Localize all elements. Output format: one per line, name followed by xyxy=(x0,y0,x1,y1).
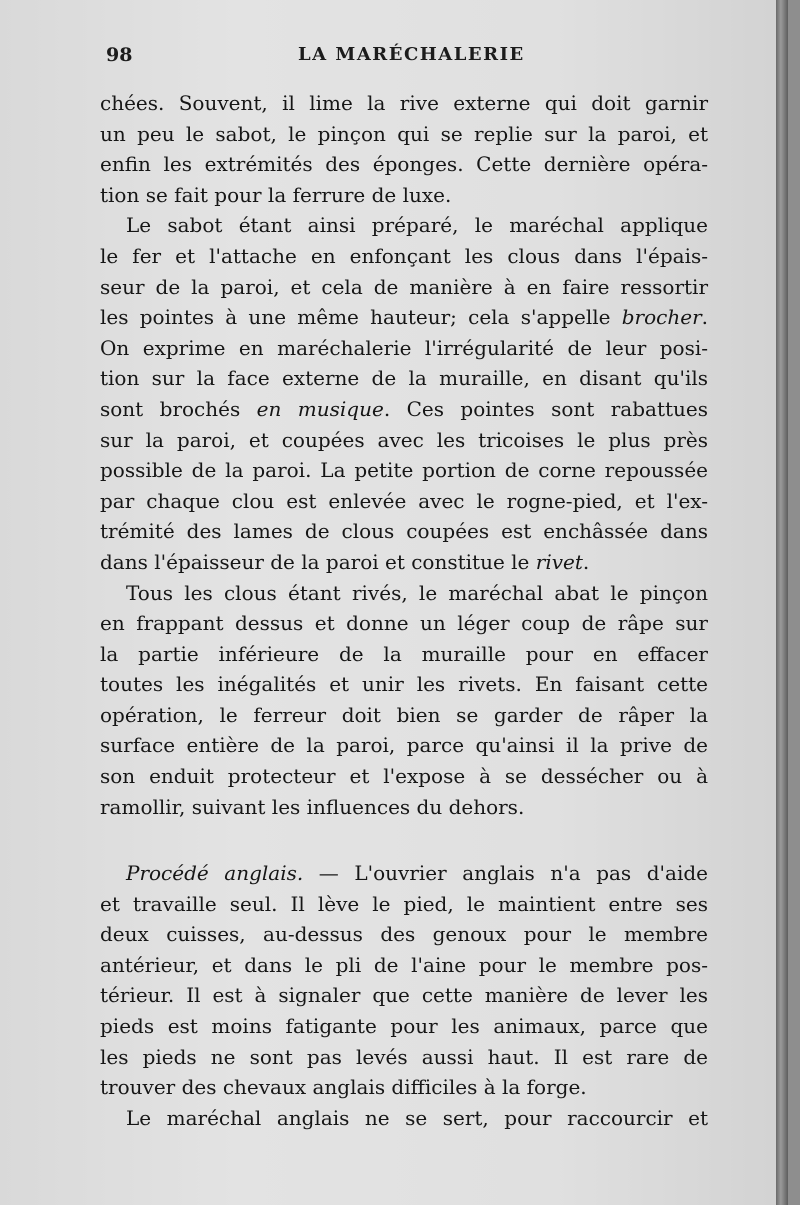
text-line xyxy=(100,241,708,272)
line-text: les pointes à une même hauteur; cela s'appelle xyxy=(100,305,622,330)
text-line xyxy=(100,394,708,425)
line-text: un peu le sabot, le pinçon qui se replie sur la paroi, et xyxy=(100,121,708,146)
line-text: térieur. Il est à signaler que cette manière de lever les xyxy=(100,983,708,1008)
line-text: le fer et l'attache en enfonçant les clous dans l'épais- xyxy=(100,243,708,268)
line-text: la partie inférieure de la muraille pour en effacer xyxy=(100,641,708,666)
text-line xyxy=(100,180,708,211)
text-line xyxy=(100,516,708,547)
running-title: LA MARÉCHALERIE xyxy=(298,44,525,65)
text-line xyxy=(100,700,708,731)
text-line xyxy=(100,333,708,364)
section-heading: Procédé anglais. xyxy=(126,861,304,885)
line-text: tion sur la face externe de la muraille, en disant qu'ils xyxy=(100,366,708,391)
line-text: son enduit protecteur et l'expose à se dessécher ou à xyxy=(100,764,708,789)
line-text: en frappant dessus et donne un léger coup de râpe sur xyxy=(100,611,708,636)
line-text: toutes les inégalités et unir les rivets. En faisant cette xyxy=(100,672,708,697)
line-text: sur la paroi, et coupées avec les tricoises le plus près xyxy=(100,427,708,452)
body-text-block xyxy=(100,88,708,822)
line-text: enfin les extrémités des éponges. Cette dernière opéra- xyxy=(100,152,708,177)
text-line xyxy=(100,272,708,303)
text-line xyxy=(100,547,708,578)
line-text: et travaille seul. Il lève le pied, le maintient entre ses xyxy=(100,891,708,916)
text-line xyxy=(100,119,708,150)
text-line xyxy=(100,950,708,981)
text-line xyxy=(100,486,708,517)
text-line xyxy=(100,858,708,889)
line-text: pieds est moins fatigante pour les animaux, parce que xyxy=(100,1013,708,1038)
line-text-after: . xyxy=(582,549,590,574)
line-text: Le sabot étant ainsi préparé, le maréchal applique xyxy=(126,213,708,238)
text-line xyxy=(100,792,708,823)
text-line xyxy=(100,88,708,119)
text-line xyxy=(100,149,708,180)
text-line xyxy=(100,669,708,700)
line-text: Tous les clous étant rivés, le maréchal abat le pinçon xyxy=(126,580,708,605)
italic-term: en musique xyxy=(256,396,384,421)
line-text: opération, le ferreur doit bien se garder de râper la xyxy=(100,702,708,727)
line-text: surface entière de la paroi, parce qu'ainsi il la prive de xyxy=(100,733,708,758)
section-english-procedure xyxy=(100,858,708,1133)
text-line xyxy=(100,980,708,1011)
line-text: trouver des chevaux anglais difficiles à la forge. xyxy=(100,1075,587,1100)
line-text: Le maréchal anglais ne se sert, pour raccourcir et xyxy=(126,1105,708,1130)
page-edge xyxy=(776,0,788,1205)
text-line xyxy=(100,919,708,950)
text-line xyxy=(100,302,708,333)
page-header xyxy=(106,44,706,74)
line-text-after: . Ces pointes sont rabattues xyxy=(383,396,709,421)
line-text: possible de la paroi. La petite portion de corne repoussée xyxy=(100,458,708,483)
line-text: trémité des lames de clous coupées est enchâssée dans xyxy=(100,519,708,544)
text-line xyxy=(100,363,708,394)
text-line xyxy=(100,1042,708,1073)
line-text: chées. Souvent, il lime la rive externe qui doit garnir xyxy=(100,91,708,115)
line-text: dans l'épaisseur de la paroi et constitue le xyxy=(100,549,536,574)
text-line xyxy=(100,1103,708,1134)
line-text-after: . xyxy=(701,305,708,330)
text-line xyxy=(100,455,708,486)
text-line xyxy=(100,761,708,792)
page-number: 98 xyxy=(106,44,133,66)
line-text: par chaque clou est enlevée avec le rogne-pied, et l'ex- xyxy=(100,488,708,513)
text-line xyxy=(100,608,708,639)
text-line xyxy=(100,210,708,241)
text-line xyxy=(100,578,708,609)
line-text: tion se fait pour la ferrure de luxe. xyxy=(100,182,452,207)
text-line xyxy=(100,889,708,920)
text-line xyxy=(100,639,708,670)
line-text: antérieur, et dans le pli de l'aine pour le membre pos- xyxy=(100,952,708,977)
text-line xyxy=(100,1011,708,1042)
line-text: les pieds ne sont pas levés aussi haut. Il est rare de xyxy=(100,1044,708,1069)
italic-term: rivet xyxy=(535,549,583,574)
line-text: sont brochés xyxy=(100,396,257,421)
text-line xyxy=(100,730,708,761)
italic-term: brocher xyxy=(621,305,702,330)
line-text: seur de la paroi, et cela de manière à en faire ressortir xyxy=(100,274,708,299)
line-text: On exprime en maréchalerie l'irrégularité de leur posi- xyxy=(100,335,708,360)
line-text: ramollir, suivant les influences du dehors. xyxy=(100,794,525,819)
line-text: — L'ouvrier anglais n'a pas d'aide xyxy=(303,861,708,885)
line-text: deux cuisses, au-dessus des genoux pour le membre xyxy=(100,922,708,947)
text-line xyxy=(100,1072,708,1103)
text-line xyxy=(100,425,708,456)
